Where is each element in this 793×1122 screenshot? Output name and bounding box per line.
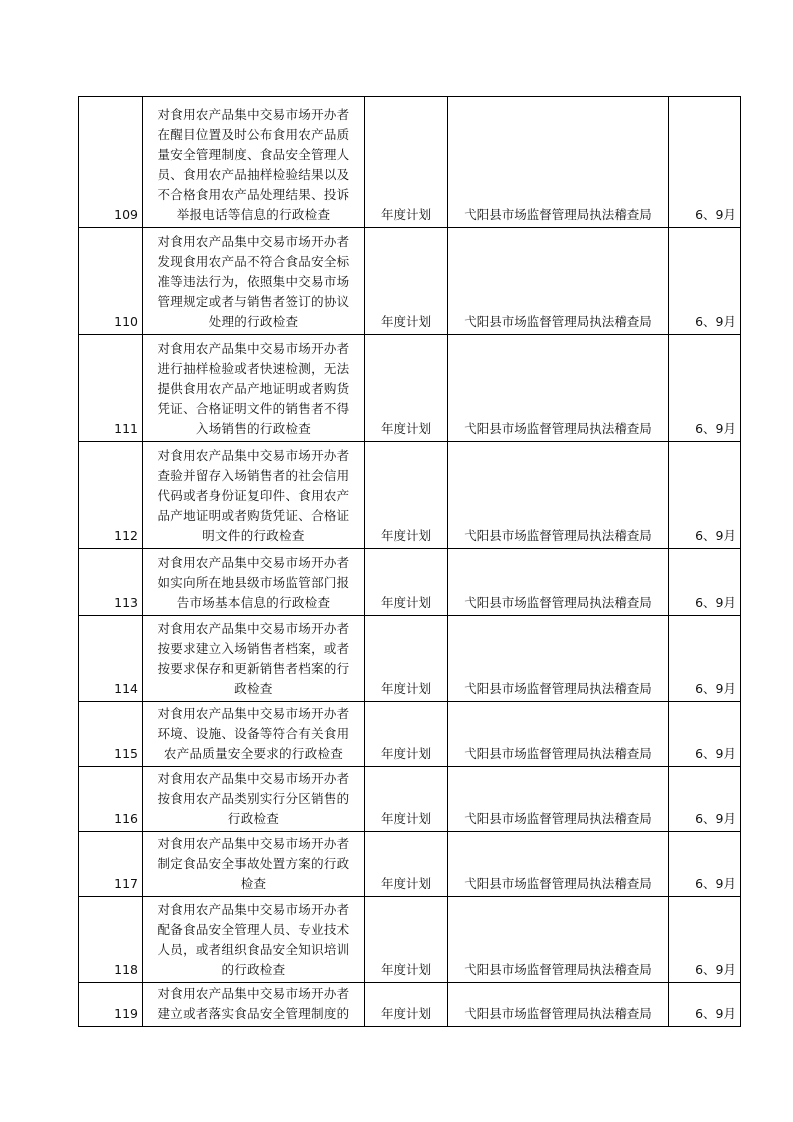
inspection-item-line: 入场销售的行政检查 [195, 421, 312, 436]
responsible-department: 弋阳县市场监督管理局执法稽查局 [448, 335, 669, 442]
inspection-item-line: 在醒目位置及时公布食用农产品质 [157, 127, 350, 142]
inspection-item-line: 查验并留存入场销售者的社会信用 [157, 468, 350, 483]
inspection-item-line: 明文件的行政检查 [202, 528, 305, 543]
inspection-basis: 年度计划 [365, 335, 448, 442]
responsible-department: 弋阳县市场监督管理局执法稽查局 [448, 832, 669, 897]
inspection-item-line: 的行政检查 [221, 962, 286, 977]
inspection-item-line: 对食用农产品集中交易市场开办者 [157, 341, 350, 356]
row-number: 111 [79, 335, 143, 442]
responsible-department: 弋阳县市场监督管理局执法稽查局 [448, 897, 669, 983]
inspection-item-line: 员、食用农产品抽样检验结果以及 [157, 167, 350, 182]
inspection-time: 6、9月 [669, 832, 741, 897]
responsible-department: 弋阳县市场监督管理局执法稽查局 [448, 228, 669, 335]
inspection-time: 6、9月 [669, 442, 741, 549]
inspection-item [143, 897, 365, 983]
responsible-department: 弋阳县市场监督管理局执法稽查局 [448, 549, 669, 616]
inspection-time: 6、9月 [669, 897, 741, 983]
inspection-table [78, 96, 741, 1027]
inspection-item-line: 对食用农产品集中交易市场开办者 [157, 448, 350, 463]
inspection-item-line: 对食用农产品集中交易市场开办者 [157, 234, 350, 249]
inspection-item-line: 行政检查 [227, 811, 280, 826]
table-body [79, 97, 741, 1027]
row-number: 116 [79, 767, 143, 832]
inspection-item [143, 616, 365, 702]
inspection-item-line: 农产品质量安全要求的行政检查 [163, 746, 344, 761]
inspection-item [143, 832, 365, 897]
table-row [79, 702, 741, 767]
inspection-item [143, 983, 365, 1027]
inspection-basis: 年度计划 [365, 832, 448, 897]
inspection-time: 6、9月 [669, 549, 741, 616]
inspection-item [143, 442, 365, 549]
inspection-time: 6、9月 [669, 616, 741, 702]
inspection-item-line: 环境、设施、设备等符合有关食用 [157, 726, 350, 741]
inspection-item-line: 政检查 [234, 681, 273, 696]
inspection-time: 6、9月 [669, 228, 741, 335]
table-row [79, 97, 741, 228]
inspection-item-line: 对食用农产品集中交易市场开办者 [157, 836, 350, 851]
inspection-item-line: 准等违法行为，依照集中交易市场 [157, 274, 350, 289]
inspection-item-line: 如实向所在地县级市场监管部门报 [157, 575, 350, 590]
inspection-item-line: 举报电话等信息的行政检查 [176, 207, 331, 222]
row-number: 112 [79, 442, 143, 549]
responsible-department: 弋阳县市场监督管理局执法稽查局 [448, 442, 669, 549]
inspection-item [143, 767, 365, 832]
inspection-item [143, 549, 365, 616]
responsible-department: 弋阳县市场监督管理局执法稽查局 [448, 702, 669, 767]
row-number: 115 [79, 702, 143, 767]
inspection-item-line: 对食用农产品集中交易市场开办者 [157, 621, 350, 636]
responsible-department: 弋阳县市场监督管理局执法稽查局 [448, 97, 669, 228]
inspection-item-line: 代码或者身份证复印件、食用农产 [157, 488, 350, 503]
inspection-item [143, 228, 365, 335]
inspection-time: 6、9月 [669, 335, 741, 442]
inspection-item [143, 335, 365, 442]
row-number: 114 [79, 616, 143, 702]
inspection-item-line: 对食用农产品集中交易市场开办者 [157, 986, 350, 1001]
inspection-item-line: 处理的行政检查 [208, 314, 299, 329]
inspection-item-line: 品产地证明或者购货凭证、合格证 [157, 508, 350, 523]
inspection-item-line: 对食用农产品集中交易市场开办者 [157, 107, 350, 122]
inspection-time: 6、9月 [669, 983, 741, 1027]
inspection-item-line: 进行抽样检验或者快速检测，无法 [157, 361, 350, 376]
inspection-item-line: 配备食品安全管理人员、专业技术 [157, 922, 350, 937]
table-row [79, 767, 741, 832]
inspection-basis: 年度计划 [365, 702, 448, 767]
inspection-item-line: 量安全管理制度、食品安全管理人 [157, 147, 350, 162]
inspection-basis: 年度计划 [365, 983, 448, 1027]
inspection-basis: 年度计划 [365, 442, 448, 549]
inspection-basis: 年度计划 [365, 767, 448, 832]
inspection-time: 6、9月 [669, 702, 741, 767]
inspection-time: 6、9月 [669, 97, 741, 228]
inspection-item-line: 不合格食用农产品处理结果、投诉 [157, 187, 350, 202]
inspection-item-line: 人员，或者组织食品安全知识培训 [157, 942, 350, 957]
row-number: 119 [79, 983, 143, 1027]
inspection-item-line: 制定食品安全事故处置方案的行政 [157, 856, 350, 871]
inspection-item-line: 发现食用农产品不符合食品安全标 [157, 254, 350, 269]
inspection-item-line: 按要求建立入场销售者档案，或者 [157, 641, 350, 656]
responsible-department: 弋阳县市场监督管理局执法稽查局 [448, 767, 669, 832]
row-number: 109 [79, 97, 143, 228]
inspection-item-line: 按要求保存和更新销售者档案的行 [157, 661, 350, 676]
inspection-item-line: 检查 [240, 876, 267, 891]
inspection-item-line: 按食用农产品类别实行分区销售的 [157, 791, 350, 806]
row-number: 110 [79, 228, 143, 335]
inspection-item-line: 对食用农产品集中交易市场开办者 [157, 706, 350, 721]
inspection-basis: 年度计划 [365, 616, 448, 702]
inspection-item-line: 提供食用农产品产地证明或者购货 [157, 381, 350, 396]
table-row [79, 549, 741, 616]
row-number: 113 [79, 549, 143, 616]
inspection-item-line: 告市场基本信息的行政检查 [176, 595, 331, 610]
table-row [79, 983, 741, 1027]
inspection-item-line: 建立或者落实食品安全管理制度的 [157, 1006, 350, 1021]
inspection-basis: 年度计划 [365, 228, 448, 335]
table-row [79, 832, 741, 897]
inspection-item-line: 凭证、合格证明文件的销售者不得 [157, 401, 350, 416]
inspection-basis: 年度计划 [365, 549, 448, 616]
inspection-item [143, 702, 365, 767]
inspection-time: 6、9月 [669, 767, 741, 832]
table-row [79, 897, 741, 983]
table-row [79, 228, 741, 335]
inspection-item-line: 对食用农产品集中交易市场开办者 [157, 771, 350, 786]
row-number: 117 [79, 832, 143, 897]
inspection-item-line: 对食用农产品集中交易市场开办者 [157, 902, 350, 917]
inspection-item [143, 97, 365, 228]
table-row [79, 616, 741, 702]
inspection-basis: 年度计划 [365, 97, 448, 228]
table-row [79, 442, 741, 549]
responsible-department: 弋阳县市场监督管理局执法稽查局 [448, 616, 669, 702]
inspection-basis: 年度计划 [365, 897, 448, 983]
inspection-item-line: 对食用农产品集中交易市场开办者 [157, 555, 350, 570]
table-row [79, 335, 741, 442]
inspection-item-line: 管理规定或者与销售者签订的协议 [157, 294, 350, 309]
row-number: 118 [79, 897, 143, 983]
responsible-department: 弋阳县市场监督管理局执法稽查局 [448, 983, 669, 1027]
